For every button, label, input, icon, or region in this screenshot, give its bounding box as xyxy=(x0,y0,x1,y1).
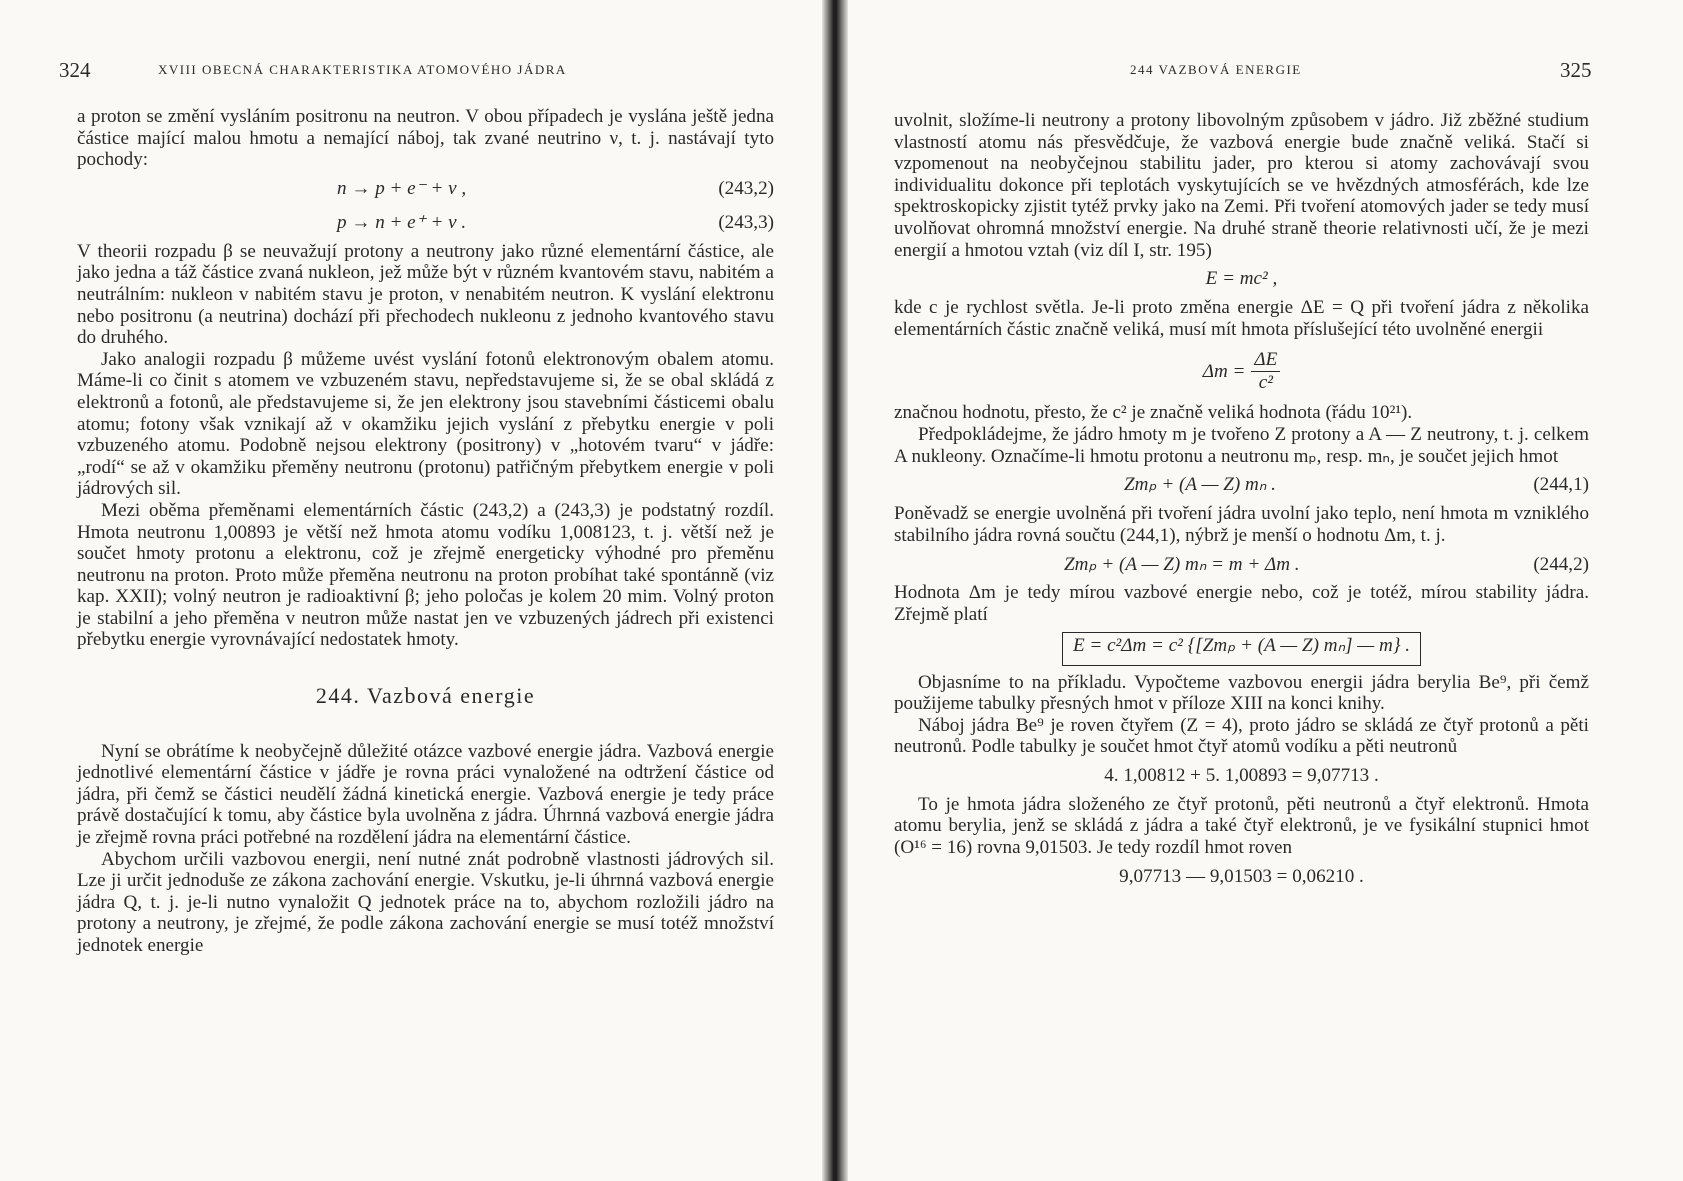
book-gutter xyxy=(822,0,848,1181)
paragraph: Hodnota Δm je tedy mírou vazbové energie nebo, což je totéž, mírou stability jádra. Zřejmě platí xyxy=(894,582,1589,625)
paragraph: Náboj jádra Be⁹ je roven čtyřem (Z = 4), proto jádro se skládá ze čtyř protonů a pěti neutronů. Podle tabulky je součet hmot čtyř atomů vodíku a pěti neutronů xyxy=(894,714,1589,758)
fraction-denominator: c² xyxy=(1258,371,1273,393)
paragraph: Objasníme to na příkladu. Vypočteme vazbovou energii jádra berylia Be⁹, při čemž použijeme tabulky přesných hmot v příloze XIII na konci knihy. xyxy=(894,671,1589,715)
equation-mass-energy xyxy=(894,263,1589,295)
equation-number: (244,1) xyxy=(1533,474,1589,496)
paragraph: uvolnit, složíme-li neutrony a protony libovolným způsobem v jádro. Již zběžné studium vlastností atomu nás přesvědčuje, že vazbová energie bude značně veliká. Stačí si vzpomenout na neobyčejnou stabilitu jader, pro kterou si atomy zachovávají svou individualitu dokonce při teplotách vyskytujících se ve hvězdných atmosférách, kde lze spektroskopicky zjistit tytéž prvky jako na Zemi. Při tvoření atomových jader se tedy musí uvolňovat ohromná množství energie. Na druhé straně theorie relativnosti učí, že je mezi energií a hmotou vztah (viz díl I, str. 195) xyxy=(894,110,1589,261)
fraction-numerator: ΔE xyxy=(1251,349,1280,372)
paragraph: kde c je rychlost světla. Je-li proto změna energie ΔE = Q při tvoření jádra z několika elementárních částic značně veliká, musí mít hmota příslušející této uvolněné energii xyxy=(894,297,1589,340)
page-number: 324 xyxy=(59,58,91,82)
paragraph: Poněvadž se energie uvolněná při tvoření jádra uvolní jako teplo, není hmota m vzniklého stabilního jádra rovná součtu (244,1), nýbrž je menší o hodnotu Δm, t. j. xyxy=(894,503,1589,546)
equation-sum-masses xyxy=(894,760,1589,792)
paragraph: Abychom určili vazbovou energii, není nutné znát podrobně vlastnosti jádrových sil. Lze ji určit jednoduše ze zákona zachování energie. Vskutku, je-li úhrnná vazbová energie jádra Q, t. j. je-li nutno vynaložit Q jednotek práce na to, abychom rozložili jádro na protony a neutrony, je zřejmé, že podle zákona zachování energie se musí totéž množství jednotek energie xyxy=(77,848,774,956)
equation-expression: E = c²Δm = c² {[Zmₚ + (A — Z) mₙ] — m} . xyxy=(1062,632,1421,666)
paragraph: Předpokládejme, že jádro hmoty m je tvořeno Z protony a A — Z neutrony, t. j. celkem A nukleony. Označíme-li hmotu protonu a neutronu mₚ, resp. mₙ, je součet jejich hmot xyxy=(894,423,1589,467)
left-page xyxy=(0,0,822,1181)
equation-expression: p → n + e⁺ + ν . xyxy=(337,211,467,233)
equation-mass-defect xyxy=(894,342,1589,400)
fraction xyxy=(1251,349,1280,393)
paragraph: Mezi oběma přeměnami elementárních částic (243,2) a (243,3) je podstatný rozdíl. Hmota neutronu 1,00893 je větší než hmota atomu vodíku 1,008123, t. j. větší než je součet hmoty protonu a elektronu, což je zřejmě energeticky výhodné pro přeměnu neutronu na proton. Proto může přeměna neutronu na proton probíhat také spontánně (viz kap. XXII); volný neutron je radioaktivní β; jeho poločas je kolem 20 mim. Volný proton je stabilní a jeho přeměna v neutron může nastat jen ve vzbuzených jádrech při existenci přebytku energie vyrovnávající nedostatek hmoty. xyxy=(77,499,774,651)
equation-244-2 xyxy=(894,548,1589,580)
equation-expression: 4. 1,00812 + 5. 1,00893 = 9,07713 . xyxy=(1104,765,1379,787)
paragraph: Jako analogii rozpadu β můžeme uvést vyslání fotonů elektronovým obalem atomu. Máme-li co činit s atomem ve vzbuzeném stavu, nepředstavujeme si, že se obal skládá z elektronů a fotonů, ale představujeme si, že jen elektrony jsou stavebními částicemi obalu atomu; fotony však vznikají až v okamžiku jejich vyslání z přebytku energie v poli vzbuzeného atomu. Podobně nejsou elektrony (positrony) v „hotovém tvaru“ v jádře: „rodí“ se až v okamžiku přeměny neutronu (protonu) patřičným přebytkem energie v poli jádrových sil. xyxy=(77,348,774,500)
boxed-equation xyxy=(894,632,1589,666)
equation-expression: 9,07713 — 9,01503 = 0,06210 . xyxy=(1119,865,1364,887)
right-page xyxy=(848,0,1683,1181)
equation-expression: n → p + e⁻ + ν , xyxy=(337,177,467,199)
page-number: 325 xyxy=(1560,58,1592,82)
running-head: XVIII OBECNÁ CHARAKTERISTIKA ATOMOVÉHO JÁDRA xyxy=(158,62,567,77)
equation-expression: E = mc² , xyxy=(1205,268,1278,290)
right-page-body xyxy=(894,110,1589,895)
equation-243-2 xyxy=(77,173,774,205)
equation-mass-difference xyxy=(894,861,1589,893)
paragraph: značnou hodnotu, přesto, že c² je značně veliká hodnota (řádu 10²¹). xyxy=(894,402,1413,424)
paragraph: To je hmota jádra složeného ze čtyř protonů, pěti neutronů a čtyř elektronů. Hmota atomu berylia, jenž se skládá z jádra a také čtyř elektronů, je ve fysikální stupnici hmot (O¹⁶ = 16) rovna 9,01503. Je tedy rozdíl hmot roven xyxy=(894,793,1589,859)
equation-lhs: Δm = xyxy=(1202,360,1246,382)
running-head: 244 VAZBOVÁ ENERGIE xyxy=(1130,62,1302,77)
left-page-body xyxy=(77,106,774,957)
paragraph: Nyní se obrátíme k neobyčejně důležité otázce vazbové energie jádra. Vazbová energie jednotlivé elementární částice v jádře je rovna práci vynaložené na odtržení částice od jádra, při čemž se částici neudělí žádná kinetická energie. Vazbová energie je tedy práce právě dostačující k tomu, aby částice byla uvolněna z jádra. Úhrnná vazbová energie jádra je zřejmě rovna práci potřebné na rozdělení jádra na elementární částice. xyxy=(77,740,774,849)
paragraph: V theorii rozpadu β se neuvažují protony a neutrony jako různé elementární částice, ale jako jedna a táž částice zvaná nukleon, jež může být v různém kvantovém stavu, nabitém a neutrálním: nukleon v nabitém stavu je proton, v nenabitém neutron. K vyslání elektronu nebo positronu (a neutrina) dochází při přechodech nukleonu z jednoho kvantového stavu do druhého. xyxy=(77,240,774,349)
equation-expression: Zmₚ + (A — Z) mₙ = m + Δm . xyxy=(1064,553,1300,575)
equation-number: (243,2) xyxy=(718,177,774,199)
equation-243-3 xyxy=(77,207,774,239)
equation-expression: Zmₚ + (A — Z) mₙ . xyxy=(1124,474,1276,496)
section-heading: 244. Vazbová energie xyxy=(315,683,536,709)
equation-244-1 xyxy=(894,469,1589,501)
equation-number: (243,3) xyxy=(718,211,774,233)
paragraph: a proton se změní vysláním positronu na neutron. V obou případech je vyslána ještě jedna částice mající malou hmotu a nemající náboj, tak zvané neutrino ν, t. j. nastávají tyto pochody: xyxy=(77,106,774,171)
equation-number: (244,2) xyxy=(1533,553,1589,575)
